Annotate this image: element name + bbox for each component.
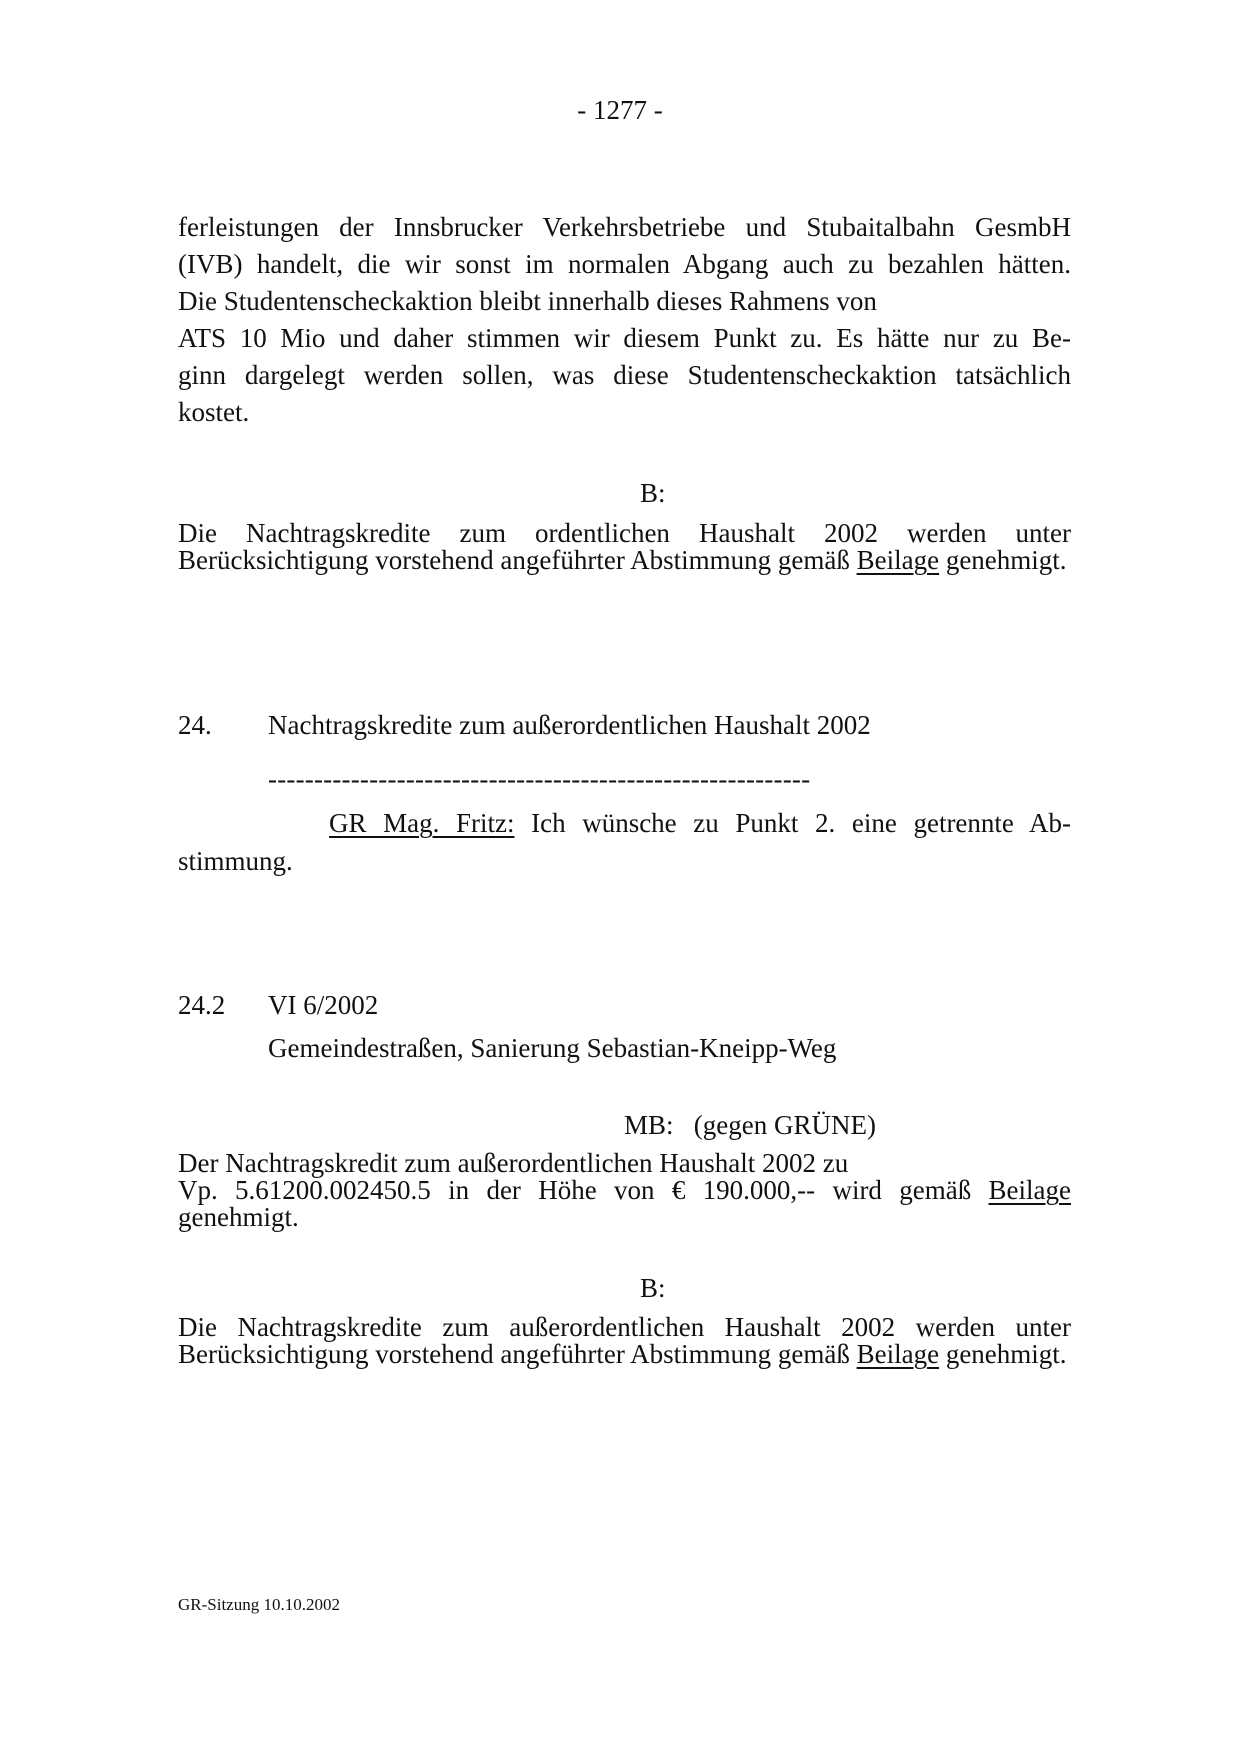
intro-line: ginn dargelegt werden sollen, was diese Studentenscheckaktion tatsächlich (178, 360, 1071, 390)
resolution-text: Die Nachtragskredite zum ordentlichen Haushalt 2002 werden unter Berücksichtigung vorstehend angeführter Abstimmung gemäß Beilage genehmigt. (178, 518, 1071, 575)
resolution-label: B: (640, 478, 666, 508)
vote-result (624, 1108, 876, 1142)
vote-label: MB: (624, 1110, 674, 1140)
subitem-number: 24.2 (178, 990, 226, 1020)
subitem-description: Gemeindestraßen, Sanierung Sebastian-Kneipp-Weg (268, 1033, 837, 1063)
page-number: - 1277 - (577, 95, 663, 125)
intro-line: ATS 10 Mio und daher stimmen wir diesem Punkt zu. Es hätte nur zu Be- (178, 323, 1071, 353)
resolution-label: B: (640, 1273, 666, 1303)
intro-line: (IVB) handelt, die wir sonst im normalen Abgang auch zu bezahlen hätten. (178, 249, 1071, 279)
speaker-name: GR Mag. Fritz: (329, 808, 515, 838)
subitem-resolution-text: Der Nachtragskredit zum außerordentlichen Haushalt 2002 zu Vp. 5.61200.002450.5 in der Höhe von € 190.000,-- wird gemäß Beilage genehmigt. (178, 1148, 1071, 1232)
intro-line: Die Studentenscheckaktion bleibt innerhalb dieses Rahmens von (178, 286, 877, 316)
beilage-link[interactable]: Beilage (988, 1175, 1071, 1205)
beilage-link[interactable]: Beilage (856, 1339, 940, 1369)
intro-line: kostet. (178, 397, 250, 427)
vote-note: (gegen GRÜNE) (693, 1110, 876, 1140)
intro-line: ferleistungen der Innsbrucker Verkehrsbetriebe und Stubaitalbahn GesmbH (178, 212, 1071, 242)
item-number: 24. (178, 710, 212, 740)
item-title: Nachtragskredite zum außerordentlichen Haushalt 2002 (268, 710, 871, 740)
separator-line: ----------------------------------------------------------- (268, 764, 811, 794)
subitem-code: VI 6/2002 (268, 990, 379, 1020)
resolution-text: Die Nachtragskredite zum außerordentlichen Haushalt 2002 werden unter Berücksichtigung vorstehend angeführter Abstimmung gemäß Beilage genehmigt. (178, 1312, 1071, 1369)
speaker-statement: GR Mag. Fritz: Ich wünsche zu Punkt 2. eine getrennte Ab- stimmung. (178, 808, 1072, 876)
footer-session: GR-Sitzung 10.10.2002 (178, 1595, 340, 1614)
intro-paragraph (178, 209, 1071, 431)
beilage-link[interactable]: Beilage (856, 545, 940, 575)
